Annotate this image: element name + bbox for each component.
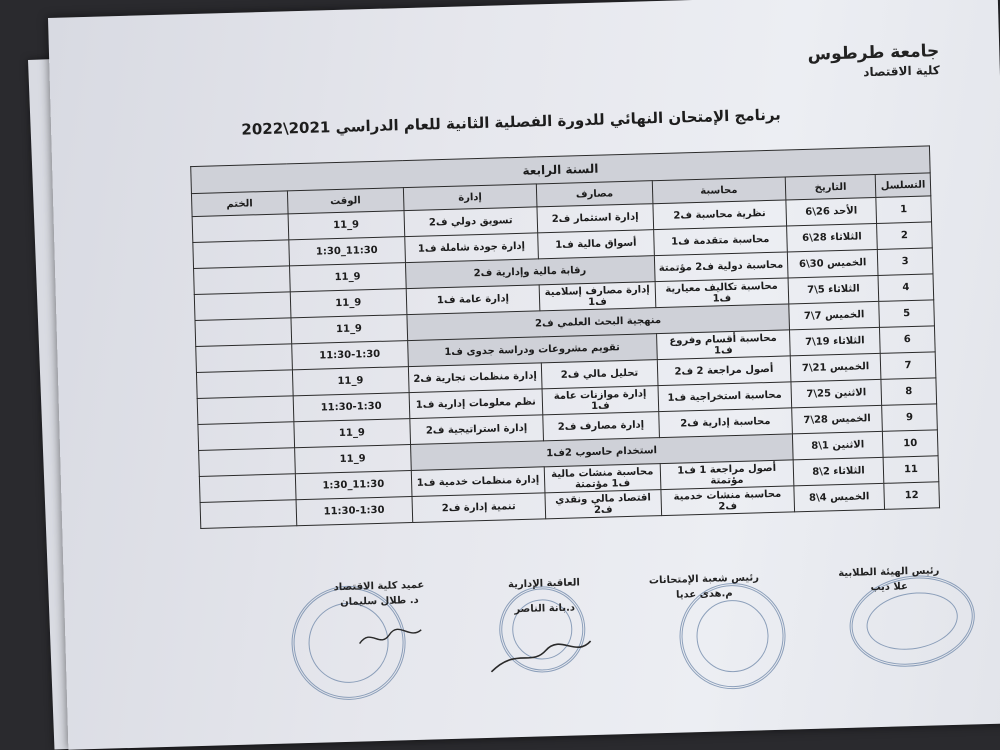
date-cell: الأحد 26\6 — [786, 197, 877, 226]
signature-role: رئيس شعبة الإمتحانات — [648, 572, 760, 587]
accounting-cell: أصول مراجعة 2 ف2 — [657, 356, 791, 386]
university-name: جامعة طرطوس — [807, 41, 940, 65]
signature-name: علا ديب — [870, 581, 909, 594]
management-cell: نظم معلومات إدارية ف1 — [409, 389, 543, 419]
time-cell: 9_11 — [288, 211, 405, 240]
date-cell: الخميس 4\8 — [794, 483, 885, 512]
date-cell: الثلاثاء 28\6 — [787, 223, 878, 252]
shared-subject-cell: استخدام حاسوب 2ف1 — [410, 434, 793, 471]
banking-cell: محاسبة منشات مالية ف1 مؤتمتة — [544, 464, 660, 493]
management-cell: تسويق دولي ف2 — [404, 207, 538, 237]
seal-cell — [194, 292, 290, 321]
shared-subject-cell: منهجية البحث العلمي ف2 — [407, 304, 790, 341]
time-cell: 9_11 — [289, 263, 406, 292]
accounting-cell: محاسبة تكاليف معيارية ف1 — [655, 278, 789, 308]
time-cell: 11:30_1:30 — [295, 471, 412, 500]
seq-cell: 4 — [878, 274, 934, 302]
seal-cell — [195, 318, 291, 347]
year-label: السنة الرابعة — [191, 146, 930, 194]
management-cell: إدارة جودة شاملة ف1 — [404, 233, 538, 263]
banking-cell: إدارة موازنات عامة ف1 — [542, 386, 658, 415]
time-cell: 11:30-1:30 — [291, 341, 408, 370]
management-cell: إدارة عامة ف1 — [406, 285, 540, 315]
date-cell: الخميس 7\7 — [789, 301, 880, 330]
seq-cell: 11 — [883, 456, 939, 484]
banking-cell: إدارة استثمار ف2 — [537, 204, 653, 233]
col-banking: مصارف — [536, 181, 652, 207]
shared-subject-cell: رقابة مالية وإدارية ف2 — [405, 256, 655, 289]
banking-cell: أسواق مالية ف1 — [538, 230, 654, 259]
schedule-table-wrap — [190, 145, 940, 529]
seq-cell: 9 — [882, 404, 938, 432]
date-cell: الخميس 28\7 — [792, 405, 883, 434]
accounting-cell: نظرية محاسبة ف2 — [653, 200, 787, 230]
accounting-cell: محاسبة متقدمة ف1 — [653, 226, 787, 256]
exam-schedule-sheet — [48, 0, 1000, 750]
time-cell: 9_11 — [290, 289, 407, 318]
signatures-area — [64, 563, 1000, 729]
col-management: إدارة — [403, 184, 537, 211]
seal-cell — [194, 266, 290, 295]
seal-cell — [197, 396, 293, 425]
signature-name: د. طلال سليمان — [339, 594, 419, 609]
management-cell: إدارة استراتيجية ف2 — [410, 415, 544, 445]
time-cell: 9_11 — [292, 367, 409, 396]
seal-cell — [196, 344, 292, 373]
col-time: الوقت — [287, 188, 404, 214]
date-cell: الاثنين 1\8 — [792, 431, 883, 460]
banking-cell: اقتصاد مالي ونقدي ف2 — [545, 490, 661, 519]
signature-role: العاقبة الإدارية — [507, 577, 581, 591]
time-cell: 9_11 — [294, 419, 411, 448]
seal-cell — [199, 448, 295, 477]
seq-cell: 7 — [880, 352, 936, 380]
time-cell: 9_11 — [291, 315, 408, 344]
seq-cell: 5 — [879, 300, 935, 328]
management-cell: تنمية إدارة ف2 — [412, 493, 546, 523]
accounting-cell: محاسبة منشات خدمية ف2 — [661, 486, 795, 516]
shared-subject-cell: تقويم مشروعات ودراسة جدوى ف1 — [407, 334, 657, 367]
faculty-name: كلية الاقتصاد — [863, 63, 940, 80]
time-cell: 9_11 — [294, 445, 411, 474]
seal-cell — [199, 474, 295, 503]
col-seq: التسلسل — [875, 173, 931, 198]
date-cell: الثلاثاء 5\7 — [788, 275, 879, 304]
signature-name: د.بانة الناصر — [514, 602, 576, 616]
accounting-cell: أصول مراجعة 1 ف1 مؤتمتة — [660, 460, 794, 490]
seq-cell: 10 — [882, 430, 938, 458]
seal-cell — [196, 370, 292, 399]
institution-header — [807, 41, 940, 81]
seal-cell — [192, 214, 288, 243]
signature-dean — [304, 579, 455, 609]
signature-student-union — [824, 565, 955, 595]
signature-exams-office — [629, 572, 780, 602]
seq-cell: 3 — [877, 248, 933, 276]
date-cell: الخميس 30\6 — [787, 249, 878, 278]
time-cell: 11:30-1:30 — [296, 497, 413, 526]
admin-signature-scribble — [485, 635, 596, 678]
seq-cell: 2 — [877, 222, 933, 250]
seal-cell — [193, 240, 289, 269]
date-cell: الثلاثاء 19\7 — [790, 327, 881, 356]
signature-admin — [474, 576, 615, 616]
seq-cell: 12 — [884, 482, 940, 510]
dean-signature-scribble — [355, 622, 426, 654]
accounting-cell: محاسبة إدارية ف2 — [658, 408, 792, 438]
accounting-cell: محاسبة دولية ف2 مؤتمتة — [654, 252, 788, 282]
seal-cell — [200, 500, 296, 529]
table-body — [192, 196, 939, 529]
signature-name: م.هدى عديا — [675, 588, 733, 601]
seal-cell — [198, 422, 294, 451]
banking-cell: إدارة مصارف إسلامية ف1 — [539, 282, 655, 311]
accounting-cell: محاسبة استخراجية ف1 — [658, 382, 792, 412]
management-cell: إدارة منظمات تجارية ف2 — [408, 363, 542, 393]
date-cell: الخميس 21\7 — [790, 353, 881, 382]
time-cell: 11:30-1:30 — [293, 393, 410, 422]
banking-cell: إدارة مصارف ف2 — [543, 412, 659, 441]
seq-cell: 6 — [880, 326, 936, 354]
date-cell: الثلاثاء 2\8 — [793, 457, 884, 486]
accounting-cell: محاسبة أقسام وفروع ف1 — [656, 330, 790, 360]
seq-cell: 1 — [876, 196, 932, 224]
banking-cell: تحليل مالي ف2 — [541, 360, 657, 389]
col-date: التاريخ — [785, 174, 876, 200]
schedule-table — [190, 145, 940, 529]
document-title: برنامج الإمتحان النهائي للدورة الفصلية الثانية للعام الدراسي 2021\2022 — [241, 105, 782, 139]
col-seal: الختم — [191, 191, 287, 217]
date-cell: الاثنين 25\7 — [791, 379, 882, 408]
signature-role: رئيس الهيئة الطلابية — [838, 565, 940, 580]
management-cell: إدارة منظمات خدمية ف1 — [411, 467, 545, 497]
time-cell: 11:30_1:30 — [289, 237, 406, 266]
signature-role: عميد كلية الاقتصاد — [333, 579, 425, 594]
col-accounting: محاسبة — [652, 177, 786, 204]
seq-cell: 8 — [881, 378, 937, 406]
